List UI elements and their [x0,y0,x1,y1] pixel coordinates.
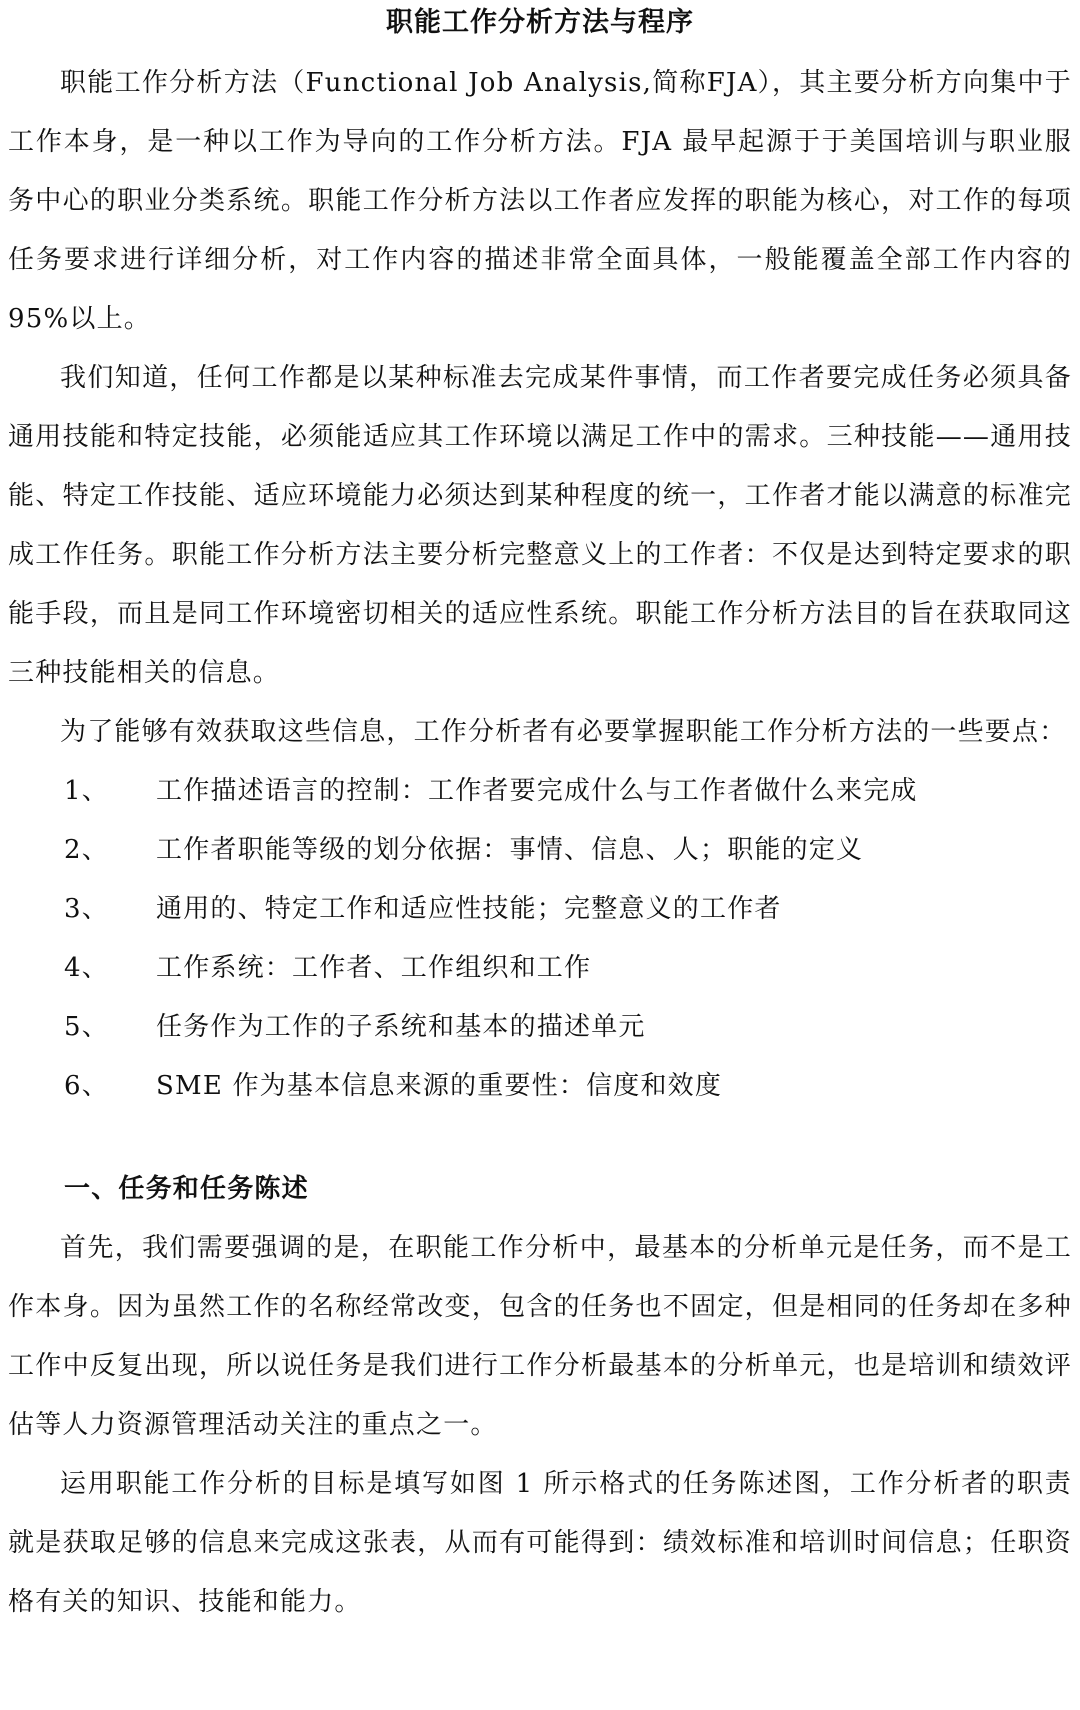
list-item [8,880,1072,939]
list-item-text: 工作者职能等级的划分依据：事情、信息、人；职能的定义 [156,835,864,865]
list-item-number: 2、 [64,835,109,865]
list-item [8,1057,1072,1116]
list-item-number: 1、 [64,776,109,806]
list-item [8,939,1072,998]
list-item-number: 3、 [64,894,109,924]
section-paragraph-2: 运用职能工作分析的目标是填写如图 1 所示格式的任务陈述图，工作分析者的职责就是获取足够的信息来完成这张表，从而有可能得到：绩效标准和培训时间信息；任职资格有关的知识、技能和能力。 [8,1469,1072,1617]
list-item-number: 4、 [64,953,109,983]
intro-paragraph-1: 职能工作分析方法（Functional Job Analysis,简称FJA），其主要分析方向集中于工作本身，是一种以工作为导向的工作分析方法。FJA 最早起源于于美国培训与职业服务中心的职业分类系统。职能工作分析方法以工作者应发挥的职能为核心，对工作的每项任务要求进行详细分析，对工作内容的描述非常全面具体，一般能覆盖全部工作内容的95%以上。 [8,68,1072,334]
list-item-number: 5、 [64,1012,109,1042]
list-item [8,821,1072,880]
intro-paragraph-3: 为了能够有效获取这些信息，工作分析者有必要掌握职能工作分析方法的一些要点： [60,717,1067,747]
list-item-text: 通用的、特定工作和适应性技能；完整意义的工作者 [156,894,782,924]
section-paragraph-1: 首先，我们需要强调的是，在职能工作分析中，最基本的分析单元是任务，而不是工作本身。因为虽然工作的名称经常改变，包含的任务也不固定，但是相同的任务却在多种工作中反复出现，所以说任务是我们进行工作分析最基本的分析单元，也是培训和绩效评估等人力资源管理活动关注的重点之一。 [8,1233,1072,1440]
list-item [8,998,1072,1057]
list-item-number: 6、 [64,1071,109,1101]
key-points-list [8,762,1072,1116]
list-item [8,762,1072,821]
list-item-text: 工作系统：工作者、工作组织和工作 [156,953,592,983]
list-item-text: 工作描述语言的控制：工作者要完成什么与工作者做什么来完成 [156,776,918,806]
intro-paragraph-2: 我们知道，任何工作都是以某种标准去完成某件事情，而工作者要完成任务必须具备通用技能和特定技能，必须能适应其工作环境以满足工作中的需求。三种技能——通用技能、特定工作技能、适应环境能力必须达到某种程度的统一，工作者才能以满意的标准完成工作任务。职能工作分析方法主要分析完整意义上的工作者：不仅是达到特定要求的职能手段，而且是同工作环境密切相关的适应性系统。职能工作分析方法目的旨在获取同这三种技能相关的信息。 [8,363,1072,688]
list-item-text: SME 作为基本信息来源的重要性：信度和效度 [156,1071,723,1101]
document-title: 职能工作分析方法与程序 [386,7,694,38]
section-heading: 一、任务和任务陈述 [64,1174,309,1204]
list-item-text: 任务作为工作的子系统和基本的描述单元 [156,1012,646,1042]
